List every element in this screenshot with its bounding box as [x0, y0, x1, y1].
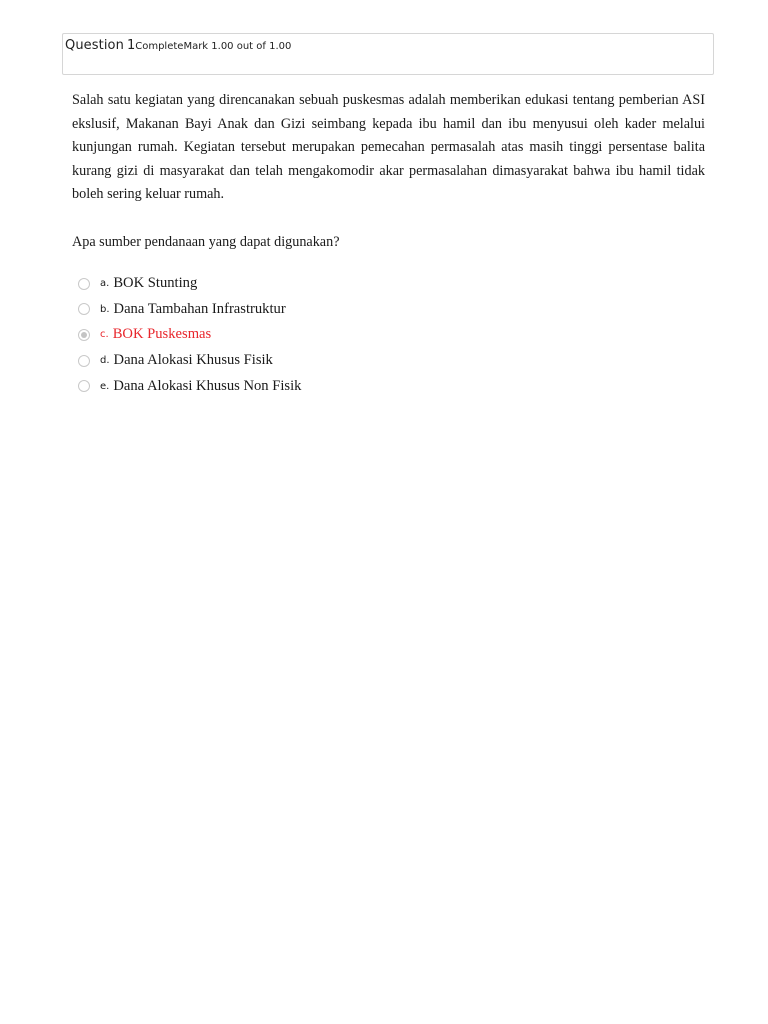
answer-list [78, 271, 578, 399]
answer-option-a[interactable] [78, 271, 578, 297]
answer-label[interactable]: Dana Alokasi Khusus Non Fisik [113, 377, 302, 394]
answer-letter: d. [100, 355, 110, 367]
answer-letter: c. [100, 329, 109, 341]
question-text: Salah satu kegiatan yang direncanakan sebuah puskesmas adalah memberikan edukasi tentang pemberian ASI ekslusif, Makanan Bayi Anak dan Gizi seimbang kepada ibu hamil dan ibu menyusui oleh kader melalui kunjungan rumah. Kegiatan tersebut merupakan pemecahan permasalah atas masih tinggi persentase balita kurang gizi di masyarakat dan telah mengakomodir akar permasalahan dimasyarakat bahwa ibu hamil tidak boleh sering keluar rumah. [72, 92, 705, 202]
radio-button-a[interactable] [78, 278, 90, 290]
answer-option-b[interactable] [78, 297, 578, 323]
answer-option-c[interactable] [78, 322, 578, 348]
radio-button-e[interactable] [78, 380, 90, 392]
radio-button-d[interactable] [78, 355, 90, 367]
answer-letter: a. [100, 278, 110, 290]
answer-label[interactable]: BOK Stunting [113, 275, 198, 292]
answer-label[interactable]: Dana Tambahan Infrastruktur [113, 300, 286, 317]
answer-option-d[interactable] [78, 348, 578, 374]
answer-label[interactable]: BOK Puskesmas [112, 326, 212, 343]
question-number: 1 [126, 38, 136, 53]
answer-letter: e. [100, 380, 110, 392]
answer-option-e[interactable] [78, 373, 578, 399]
question-info-line [65, 37, 291, 54]
question-prompt: Apa sumber pendanaan yang dapat digunakan? [72, 234, 340, 250]
radio-button-c[interactable] [78, 329, 90, 341]
answer-letter: b. [100, 303, 110, 315]
question-grade: Mark 1.00 out of 1.00 [183, 41, 292, 52]
question-info-box [62, 33, 714, 75]
question-state: Complete [135, 41, 184, 52]
answer-label[interactable]: Dana Alokasi Khusus Fisik [113, 352, 273, 369]
radio-button-b[interactable] [78, 303, 90, 315]
question-label: Question [65, 38, 124, 53]
